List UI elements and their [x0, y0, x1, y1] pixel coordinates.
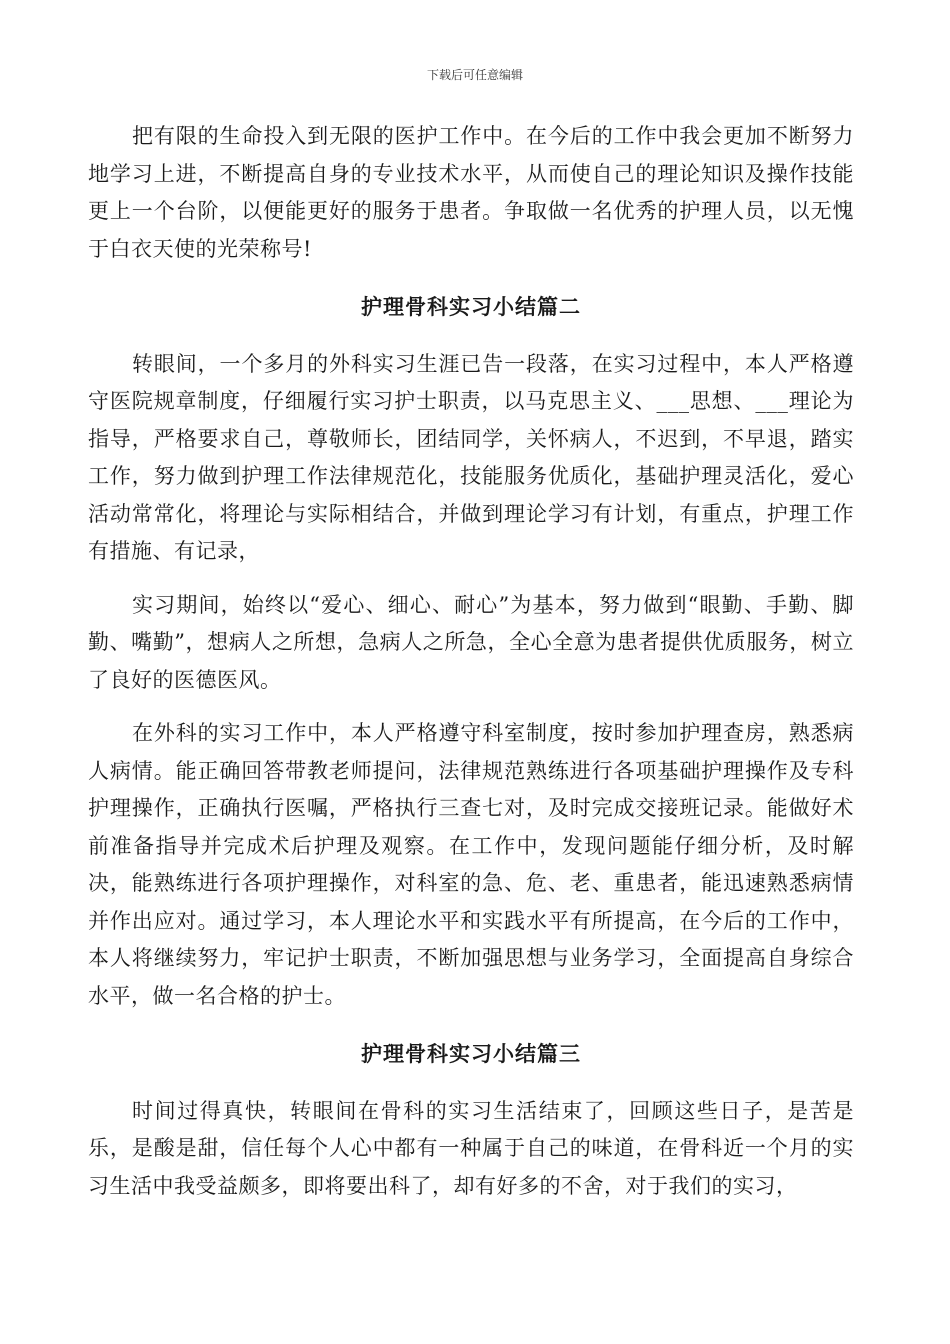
section-two-paragraph-2: 实习期间，始终以“爱心、细心、耐心”为基本，努力做到“眼勤、手勤、脚勤、嘴勤”，想病人之所想，急病人之所急，全心全意为患者提供优质服务，树立了良好的医德医风。 — [88, 592, 854, 692]
document-body — [88, 118, 854, 1205]
paragraph-intro: 把有限的生命投入到无限的医护工作中。在今后的工作中我会更加不断努力地学习上进，不断提高自身的专业技术水平，从而使自己的理论知识及操作技能更上一个台阶，以便能更好的服务于患者。争取做一名优秀的护理人员，以无愧于白衣天使的光荣称号! — [88, 124, 854, 261]
header-note: 下载后可任意编辑 — [426, 68, 523, 82]
section-two-paragraph-3: 在外科的实习工作中，本人严格遵守科室制度，按时参加护理查房，熟悉病人病情。能正确回答带教老师提问，法律规范熟练进行各项基础护理操作及专科护理操作，正确执行医嘱，严格执行三查七对，及时完成交接班记录。能做好术前准备指导并完成术后护理及观察。在工作中，发现问题能仔细分析，及时解决，能熟练进行各项护理操作，对科室的急、危、老、重患者，能迅速熟悉病情并作出应对。通过学习，本人理论水平和实践水平有所提高，在今后的工作中，本人将继续努力，牢记护士职责，不断加强思想与业务学习，全面提高自身综合水平，做一名合格的护士。 — [88, 721, 854, 1008]
section-two-paragraph-1: 转眼间，一个多月的外科实习生涯已告一段落，在实习过程中，本人严格遵守医院规章制度，仔细履行实习护士职责，以马克思主义、___思想、___理论为指导，严格要求自己，尊敬师长，团结同学，关怀病人，不迟到，不早退，踏实工作，努力做到护理工作法律规范化，技能服务优质化，基础护理灵活化，爱心活动常常化，将理论与实际相结合，并做到理论学习有计划，有重点，护理工作有措施、有记录， — [88, 351, 854, 563]
section-two-title: 护理骨科实习小结篇二 — [361, 294, 581, 319]
section-three-paragraph-1: 时间过得真快，转眼间在骨科的实习生活结束了，回顾这些日子，是苦是乐，是酸是甜，信任每个人心中都有一种属于自己的味道，在骨科近一个月的实习生活中我受益颇多，即将要出科了，却有好多的不舍，对于我们的实习， — [88, 1098, 854, 1198]
section-three-title: 护理骨科实习小结篇三 — [361, 1041, 581, 1066]
